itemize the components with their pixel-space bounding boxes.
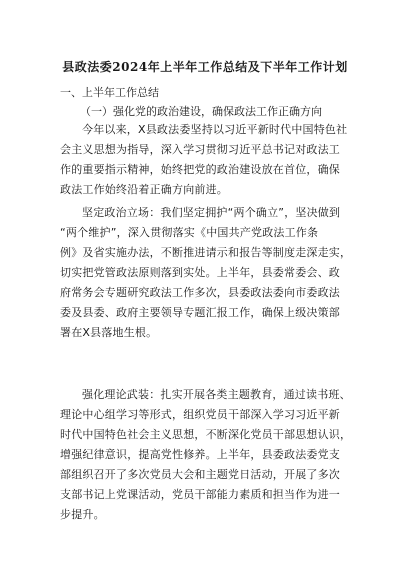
text-line: 步提升。 bbox=[60, 508, 105, 521]
text-line: 会主义思想为指导，深入学习贯彻习近平总书记对政法工 bbox=[60, 143, 340, 156]
subsection-heading: （一）强化党的政治建设，确保政法工作正确方向 bbox=[80, 105, 322, 118]
text-line: 增强纪律意识，提高党性修养。上半年，县委政法委党支 bbox=[60, 448, 340, 461]
text-line: 部组织召开了多次党员大会和主题党日活动，开展了多次 bbox=[60, 468, 340, 481]
section-heading: 一、上半年工作总结 bbox=[60, 86, 159, 99]
text-line: 坚定政治立场：我们坚定拥护“两个确立”，坚决做到 bbox=[82, 206, 341, 219]
text-line: 作的重要指示精神，始终把党的政治建设放在首位，确保 bbox=[60, 163, 340, 176]
text-line: 政法工作始终沿着正确方向前进。 bbox=[60, 183, 228, 196]
text-line: 理论中心组学习等形式，组织党员干部深入学习习近平新 bbox=[60, 408, 340, 421]
text-line: 今年以来，X县政法委坚持以习近平新时代中国特色社 bbox=[82, 123, 348, 136]
text-line: 支部书记上党课活动，党员干部能力素质和担当作为进一 bbox=[60, 488, 340, 501]
paragraph-political-stance bbox=[60, 203, 352, 343]
text-line: 强化理论武装：扎实开展各类主题教育，通过读书班、 bbox=[82, 388, 351, 401]
text-line: “两个维护”，深入贯彻落实《中国共产党政法工作条 bbox=[60, 226, 319, 239]
paragraph-theory bbox=[60, 385, 352, 525]
text-line: 委及县委、政府主要领导专题汇报工作，确保上级决策部 bbox=[60, 306, 340, 319]
document-title: 县政法委2024年上半年工作总结及下半年工作计划 bbox=[62, 60, 348, 74]
text-line: 例》及省实施办法，不断推进请示和报告等制度走深走实， bbox=[60, 246, 352, 259]
paragraph-intro bbox=[60, 120, 352, 200]
text-line: 切实把党管政法原则落到实处。上半年，县委常委会、政 bbox=[60, 266, 340, 279]
text-line: 时代中国特色社会主义思想，不断深化党员干部思想认识， bbox=[60, 428, 352, 441]
text-line: 府常务会专题研究政法工作多次，县委政法委向市委政法 bbox=[60, 286, 340, 299]
text-line: 署在X县落地生根。 bbox=[60, 326, 158, 339]
